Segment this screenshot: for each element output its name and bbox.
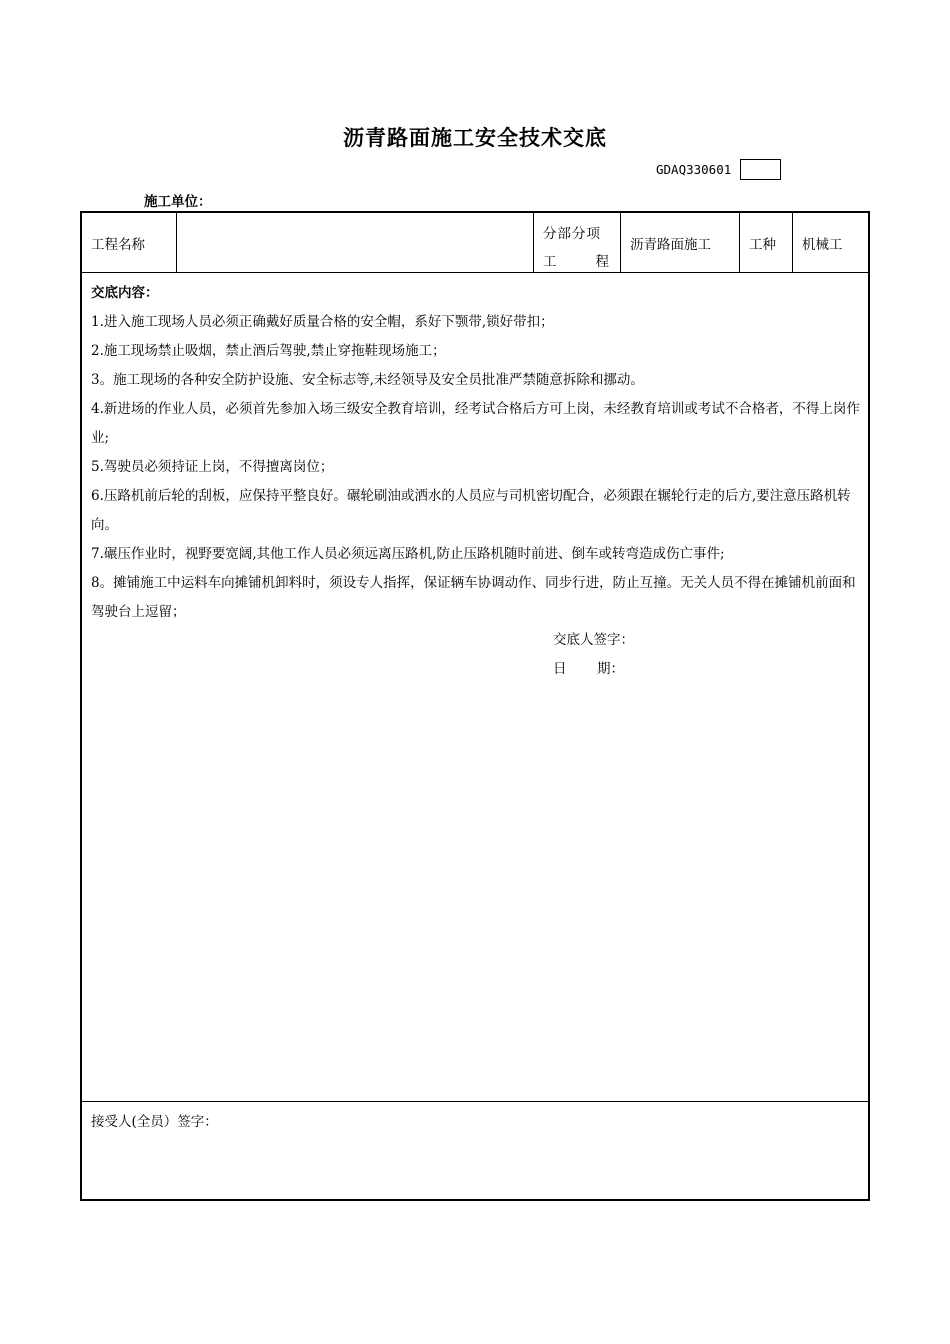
safety-item-3: 3。施工现场的各种安全防护设施、安全标志等,未经领导及安全员批准严禁随意拆除和挪动。 — [91, 372, 644, 388]
date-field[interactable] — [553, 655, 634, 684]
construction-unit-label: 施工单位： — [144, 194, 212, 210]
document-code-box[interactable] — [740, 159, 781, 180]
signature-block — [553, 626, 634, 684]
safety-item-4: 4.新进场的作业人员，必须首先参加入场三级安全教育培训，经考试合格后方可上岗，未经教育培训或考试不合格者，不得上岗作业; — [91, 401, 860, 446]
document-code — [656, 159, 781, 180]
sub-item-label-line1: 分部分项 — [543, 226, 601, 242]
project-name-field[interactable] — [177, 213, 534, 272]
sub-item-label-char-a: 工 — [543, 254, 557, 270]
document-code-text: GDAQ330601 — [656, 162, 732, 177]
safety-item-5: 5.驾驶员必须持证上岗，不得擅离岗位； — [91, 459, 334, 475]
safety-item-1: 1.进入施工现场人员必须正确戴好质量合格的安全帽，系好下颚带,锁好带扣； — [91, 314, 554, 330]
date-label-part1: 日 — [553, 661, 567, 677]
date-label-part2: 期： — [597, 661, 624, 677]
disclosure-content — [82, 273, 868, 1102]
safety-item-8: 8。摊铺施工中运料车向摊铺机卸料时，须设专人指挥，保证辆车协调动作、同步行进，防止互撞。无关人员不得在摊铺机前面和驾驶台上逗留； — [91, 575, 856, 620]
safety-items-list — [91, 308, 861, 627]
safety-item-7: 7.碾压作业时，视野要宽阔,其他工作人员必须远离压路机,防止压路机随时前进、倒车或转弯造成伤亡事件; — [91, 546, 725, 562]
work-type-value[interactable]: 机械工 — [802, 236, 843, 253]
signer-label[interactable]: 交底人签字： — [553, 632, 634, 648]
content-label: 交底内容： — [91, 285, 159, 301]
form-header-row — [82, 213, 868, 273]
disclosure-form — [80, 211, 870, 1201]
sub-item-label — [534, 213, 621, 272]
safety-item-6: 6.压路机前后轮的刮板，应保持平整良好。碾轮刷油或洒水的人员应与司机密切配合，必须跟在辗轮行走的后方,要注意压路机转向。 — [91, 488, 851, 533]
sub-item-value[interactable]: 沥青路面施工 — [621, 213, 740, 272]
sub-item-label-char-b: 程 — [595, 254, 609, 270]
work-type-label: 工种 — [740, 213, 793, 272]
document-title: 沥青路面施工安全技术交底 — [343, 126, 607, 150]
project-name-label: 工程名称 — [82, 213, 177, 272]
safety-item-2: 2.施工现场禁止吸烟，禁止酒后驾驶,禁止穿拖鞋现场施工； — [91, 343, 446, 359]
sub-item-label-line2 — [543, 250, 609, 270]
receiver-signature-label[interactable]: 接受人(全员）签字： — [91, 1114, 218, 1130]
